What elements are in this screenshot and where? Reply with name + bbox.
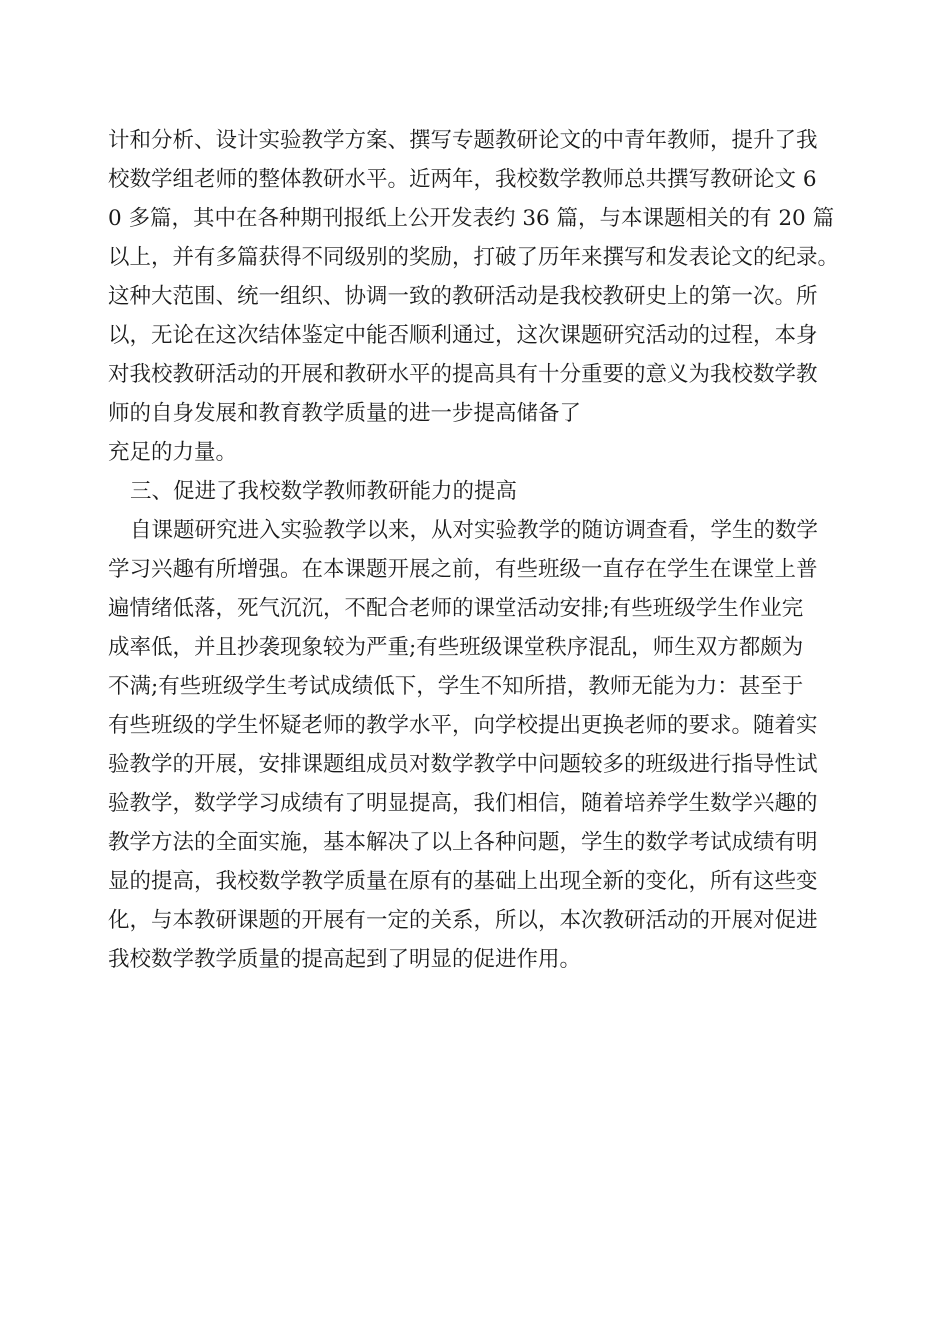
- text-line: 校数学组老师的整体教研水平。近两年，我校数学教师总共撰写教研论文 6: [108, 167, 817, 192]
- text-line: 师的自身发展和教育教学质量的进一步提高储备了: [108, 401, 582, 426]
- text-line: 显的提高，我校数学教学质量在原有的基础上出现全新的变化，所有这些变: [108, 869, 818, 894]
- document-body: [108, 121, 868, 979]
- text-line: 充足的力量。: [108, 440, 238, 465]
- text-line: 化，与本教研课题的开展有一定的关系，所以，本次教研活动的开展对促进: [108, 908, 818, 933]
- text-line: 不满;有些班级学生考试成绩低下，学生不知所措，教师无能为力：甚至于: [108, 674, 804, 699]
- paragraph: [108, 121, 868, 472]
- text-line: 遍情绪低落，死气沉沉，不配合老师的课堂活动安排;有些班级学生作业完: [108, 596, 804, 621]
- text-line: 我校数学教学质量的提高起到了明显的促进作用。: [108, 947, 582, 972]
- section-heading: 三、促进了我校数学教师教研能力的提高: [130, 479, 518, 504]
- text-line: 计和分析、设计实验教学方案、撰写专题教研论文的中青年教师，提升了我: [108, 128, 818, 153]
- text-line: 验教学，数学学习成绩有了明显提高，我们相信，随着培养学生数学兴趣的: [108, 791, 818, 816]
- text-line: 学习兴趣有所增强。在本课题开展之前，有些班级一直存在学生在课堂上普: [108, 557, 818, 582]
- text-line: 0 多篇，其中在各种期刊报纸上公开发表约 36 篇，与本课题相关的有 20 篇: [108, 206, 835, 231]
- paragraph: [108, 511, 868, 979]
- text-line: 以上，并有多篇获得不同级别的奖励，打破了历年来撰写和发表论文的纪录。: [108, 245, 840, 270]
- text-line: 有些班级的学生怀疑老师的教学水平，向学校提出更换老师的要求。随着实: [108, 713, 818, 738]
- text-line: 教学方法的全面实施，基本解决了以上各种问题，学生的数学考试成绩有明: [108, 830, 818, 855]
- text-line: 这种大范围、统一组织、协调一致的教研活动是我校教研史上的第一次。所: [108, 284, 818, 309]
- text-line: 成率低，并且抄袭现象较为严重;有些班级课堂秩序混乱，师生双方都颇为: [108, 635, 804, 660]
- text-line: 自课题研究进入实验教学以来，从对实验教学的随访调查看，学生的数学: [130, 518, 819, 543]
- text-line: 对我校教研活动的开展和教研水平的提高具有十分重要的意义为我校数学教: [108, 362, 818, 387]
- text-line: 验教学的开展，安排课题组成员对数学教学中问题较多的班级进行指导性试: [108, 752, 818, 777]
- text-line: 以，无论在这次结体鉴定中能否顺利通过，这次课题研究活动的过程，本身: [108, 323, 818, 348]
